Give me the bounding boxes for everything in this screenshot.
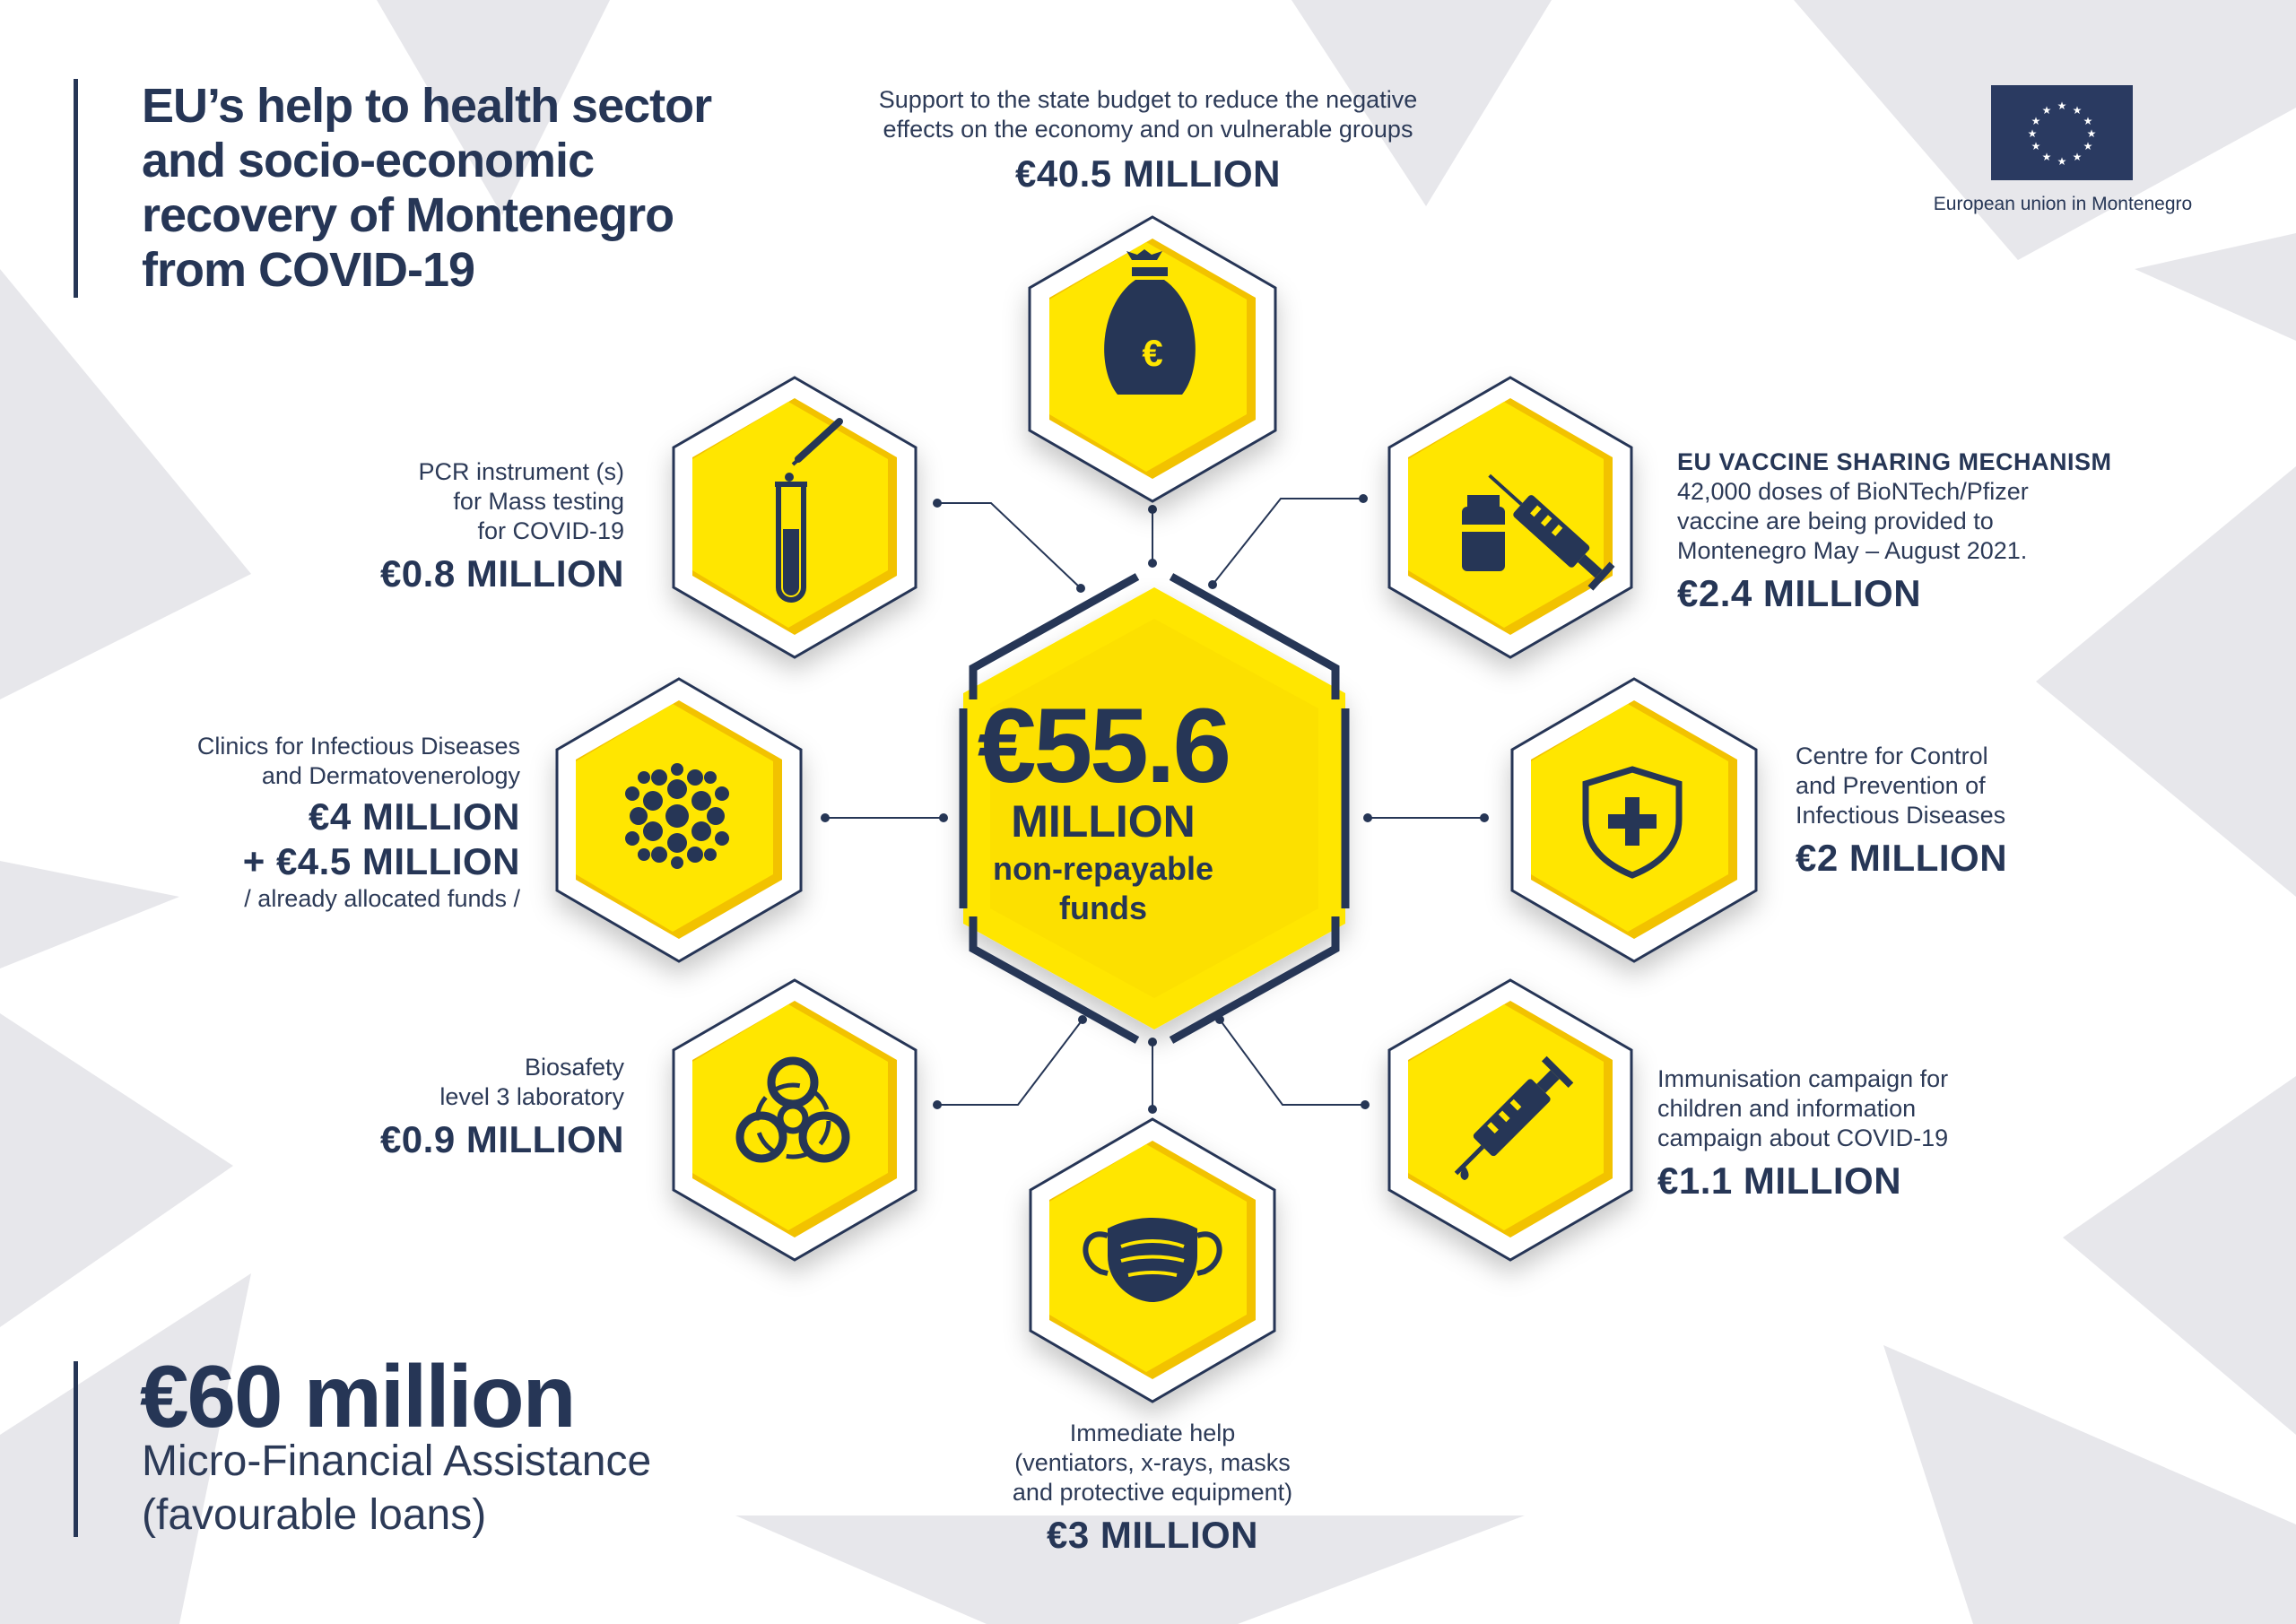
svg-text:★: ★ <box>2057 155 2067 168</box>
immediate-desc-2: (ventiators, x-rays, masks <box>1014 1449 1291 1476</box>
center-line-1: non-repayable <box>992 850 1214 887</box>
center-unit: MILLION <box>1011 796 1196 847</box>
budget-desc-2: effects on the economy and on vulnerable groups <box>883 116 1413 143</box>
pcr-amount: €0.8 MILLION <box>379 552 624 595</box>
immediate-amount: €3 MILLION <box>1046 1514 1259 1556</box>
logo-caption: European union in Montenegro <box>1933 194 2193 214</box>
item-immediate-text <box>928 1419 1377 1558</box>
item-vaccine-text <box>1677 447 2179 616</box>
hex-immediate <box>1031 1119 1274 1402</box>
pcr-desc-3: for COVID-19 <box>477 517 624 544</box>
svg-text:★: ★ <box>2072 151 2083 163</box>
svg-text:★: ★ <box>2086 127 2097 140</box>
bottom-amount: €60 million <box>140 1347 575 1446</box>
item-immunisation-text <box>1657 1064 2070 1203</box>
biosafety-desc-1: Biosafety <box>524 1054 624 1081</box>
title-bar <box>74 79 78 298</box>
item-biosafety-text <box>265 1053 624 1162</box>
clinics-amount: €4 MILLION <box>308 795 520 838</box>
bottom-line-2: (favourable loans) <box>142 1491 487 1539</box>
item-clinics-text <box>108 732 520 914</box>
centre-amount: €2 MILLION <box>1796 837 2008 879</box>
immediate-desc-3: and protective equipment) <box>1012 1479 1293 1506</box>
centre-desc-1: Centre for Control <box>1796 743 1988 769</box>
vaccine-heading: EU VACCINE SHARING MECHANISM <box>1677 448 2112 475</box>
svg-text:★: ★ <box>2041 104 2052 117</box>
center-line-2: funds <box>1059 890 1147 926</box>
item-budget-text <box>789 85 1507 196</box>
hex-clinics <box>557 679 801 961</box>
clinics-desc-2: and Dermatovenerology <box>261 762 520 789</box>
hex-immunisation <box>1389 980 1631 1260</box>
immediate-desc-1: Immediate help <box>1069 1420 1236 1446</box>
biosafety-desc-2: level 3 laboratory <box>439 1083 624 1110</box>
svg-text:★: ★ <box>2057 100 2067 112</box>
centre-desc-2: and Prevention of <box>1796 772 1986 799</box>
vaccine-desc-1: 42,000 doses of BioNTech/Pfizer <box>1677 478 2029 505</box>
pcr-desc-1: PCR instrument (s) <box>418 458 624 485</box>
immunisation-desc-1: Immunisation campaign for <box>1657 1065 1949 1092</box>
immunisation-desc-3: campaign about COVID-19 <box>1657 1125 1949 1151</box>
hex-vaccine <box>1389 378 1631 657</box>
vaccine-desc-2: vaccine are being provided to <box>1677 508 1994 534</box>
svg-text:★: ★ <box>2083 140 2093 152</box>
pcr-desc-2: for Mass testing <box>453 488 624 515</box>
immunisation-desc-2: children and information <box>1657 1095 1917 1122</box>
bottom-line-1: Micro-Financial Assistance <box>142 1437 652 1485</box>
immunisation-amount: €1.1 MILLION <box>1657 1159 1902 1202</box>
clinics-desc-1: Clinics for Infectious Diseases <box>196 733 520 760</box>
svg-text:★: ★ <box>2027 127 2038 140</box>
item-pcr-text <box>265 457 624 596</box>
page-title: EU’s help to health sector and socio-economic recovery of Montenegro from COVID-19 <box>142 79 712 297</box>
item-centre-text <box>1796 742 2172 881</box>
svg-text:€: € <box>1142 332 1163 374</box>
hex-centre <box>1512 679 1756 961</box>
vaccine-desc-3: Montenegro May – August 2021. <box>1677 537 2028 564</box>
svg-text:★: ★ <box>2072 104 2083 117</box>
svg-text:★: ★ <box>2031 140 2041 152</box>
svg-text:★: ★ <box>2031 115 2041 127</box>
bottom-bar <box>74 1361 78 1537</box>
eu-flag-logo <box>1991 85 2133 180</box>
svg-text:★: ★ <box>2083 115 2093 127</box>
center-amount: €55.6 <box>977 687 1230 805</box>
budget-amount: €40.5 MILLION <box>1015 152 1281 195</box>
hex-budget <box>1030 217 1275 501</box>
eu-stars-icon <box>1991 85 2133 180</box>
vaccine-amount: €2.4 MILLION <box>1677 572 1922 614</box>
budget-desc-1: Support to the state budget to reduce the negative <box>878 86 1418 113</box>
clinics-note: / already allocated funds / <box>244 885 520 912</box>
centre-desc-3: Infectious Diseases <box>1796 802 2006 829</box>
hex-pcr <box>674 378 916 657</box>
clinics-amount-2: + €4.5 MILLION <box>242 840 520 882</box>
biosafety-amount: €0.9 MILLION <box>379 1118 624 1160</box>
hex-biosafety <box>674 980 916 1260</box>
svg-text:★: ★ <box>2041 151 2052 163</box>
